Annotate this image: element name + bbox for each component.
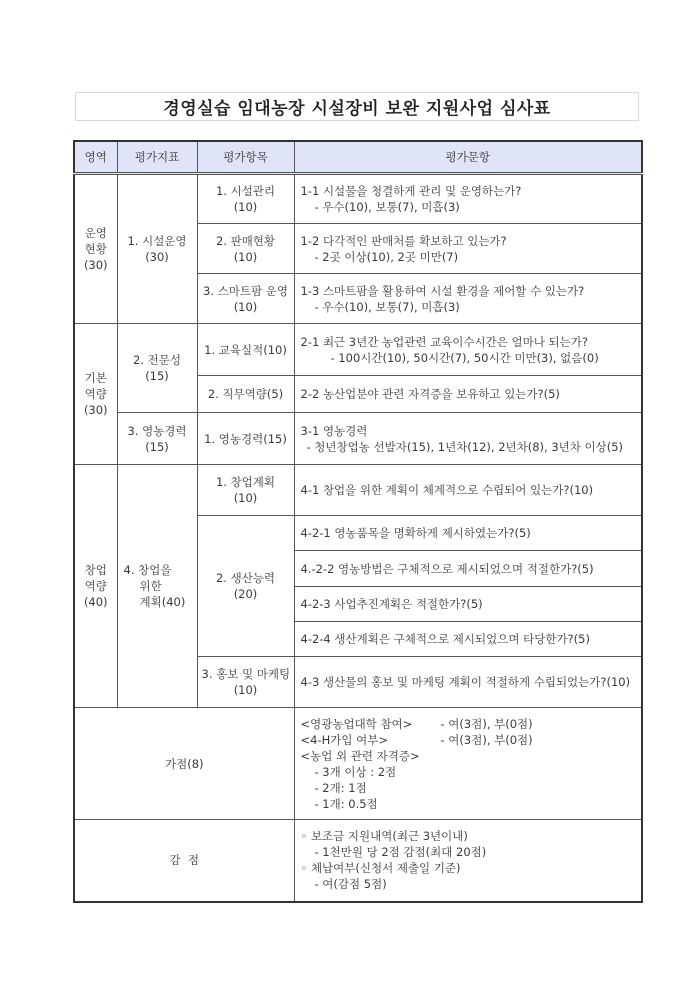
question-cell: 4-1 창업을 위한 계획이 체계적으로 수립되어 있는가?(10): [294, 465, 642, 516]
question-cell: 2-1 최근 3년간 농업관련 교육이수시간은 얼마나 되는가? - 100시간(10), 50시간(7), 50시간 미만(3), 없음(0): [294, 324, 642, 376]
area-cell: 운영 현황 (30): [74, 174, 117, 324]
question-cell: 3-1 영농경력 - 청년창업농 선발자(15), 1년차(12), 2년차(8), 3년차 이상(5): [294, 413, 642, 465]
area-cell: 창업 역량 (40): [74, 465, 117, 708]
bonus-content: <영광농업대학 참여> - 여(3점), 부(0점) <4-H가입 여부> - 여(3점), 부(0점) <농업 외 관련 자격증> - 3개 이상 : 2점 - 2개: 1점 - 1개: 0.5점: [294, 708, 642, 820]
table-row: [74, 324, 642, 376]
item-cell: 2. 판매현황 (10): [197, 224, 294, 274]
question-cell: 1-3 스마트팜을 활용하여 시설 환경을 제어할 수 있는가? - 우수(10), 보통(7), 미흡(3): [294, 274, 642, 324]
item-cell: 1. 시설관리 (10): [197, 174, 294, 224]
question-cell: 1-2 다각적인 판매처를 확보하고 있는가? - 2곳 이상(10), 2곳 미만(7): [294, 224, 642, 274]
table-header-row: [74, 141, 642, 174]
header-indicator: 평가지표: [117, 141, 197, 174]
header-area: 영역: [74, 141, 117, 174]
bonus-label: 가점(8): [74, 708, 294, 820]
deduction-content: ◦ 보조금 지원내역(최근 3년이내) - 1천만원 당 2점 감점(최대 20점) ◦ 체납여부(신청서 제출일 기준) - 여(감점 5점): [294, 820, 642, 902]
deduction-label: 감 점: [74, 820, 294, 902]
indicator-cell: 3. 영농경력 (15): [117, 413, 197, 465]
item-cell: 1. 교육실적(10): [197, 324, 294, 376]
item-cell: 1. 창업계획 (10): [197, 465, 294, 516]
item-cell: 3. 홍보 및 마케팅 (10): [197, 657, 294, 708]
question-cell: 4-2-3 사업추진계획은 적절한가?(5): [294, 587, 642, 622]
header-item: 평가항목: [197, 141, 294, 174]
question-cell: 4-2-4 생산계획은 구체적으로 제시되었으며 타당한가?(5): [294, 622, 642, 657]
evaluation-table: [73, 140, 643, 903]
item-cell: 2. 직무역량(5): [197, 376, 294, 413]
document-title: 경영실습 임대농장 시설장비 보완 지원사업 심사표: [75, 92, 639, 121]
question-cell: 1-1 시설물을 청결하게 관리 및 운영하는가? - 우수(10), 보통(7), 미흡(3): [294, 174, 642, 224]
indicator-cell: 2. 전문성 (15): [117, 324, 197, 413]
indicator-cell: 4. 창업을 위한 계획(40): [117, 465, 197, 708]
item-cell: 1. 영농경력(15): [197, 413, 294, 465]
area-cell: 기본 역량 (30): [74, 324, 117, 465]
question-cell: 4-2-1 영농품목을 명확하게 제시하였는가?(5): [294, 516, 642, 551]
table-row: [74, 465, 642, 516]
item-cell: 3. 스마트팜 운영 (10): [197, 274, 294, 324]
table-row: [74, 174, 642, 224]
deduction-row: [74, 820, 642, 902]
question-cell: 4-3 생산물의 홍보 및 마케팅 계획이 적절하게 수립되었는가?(10): [294, 657, 642, 708]
table-row: [74, 413, 642, 465]
question-cell: 4.-2-2 영농방법은 구체적으로 제시되었으며 적절한가?(5): [294, 551, 642, 587]
question-cell: 2-2 농산업분야 관련 자격증을 보유하고 있는가?(5): [294, 376, 642, 413]
header-question: 평가문항: [294, 141, 642, 174]
item-cell: 2. 생산능력 (20): [197, 516, 294, 657]
indicator-cell: 1. 시설운영 (30): [117, 174, 197, 324]
bonus-row: [74, 708, 642, 820]
